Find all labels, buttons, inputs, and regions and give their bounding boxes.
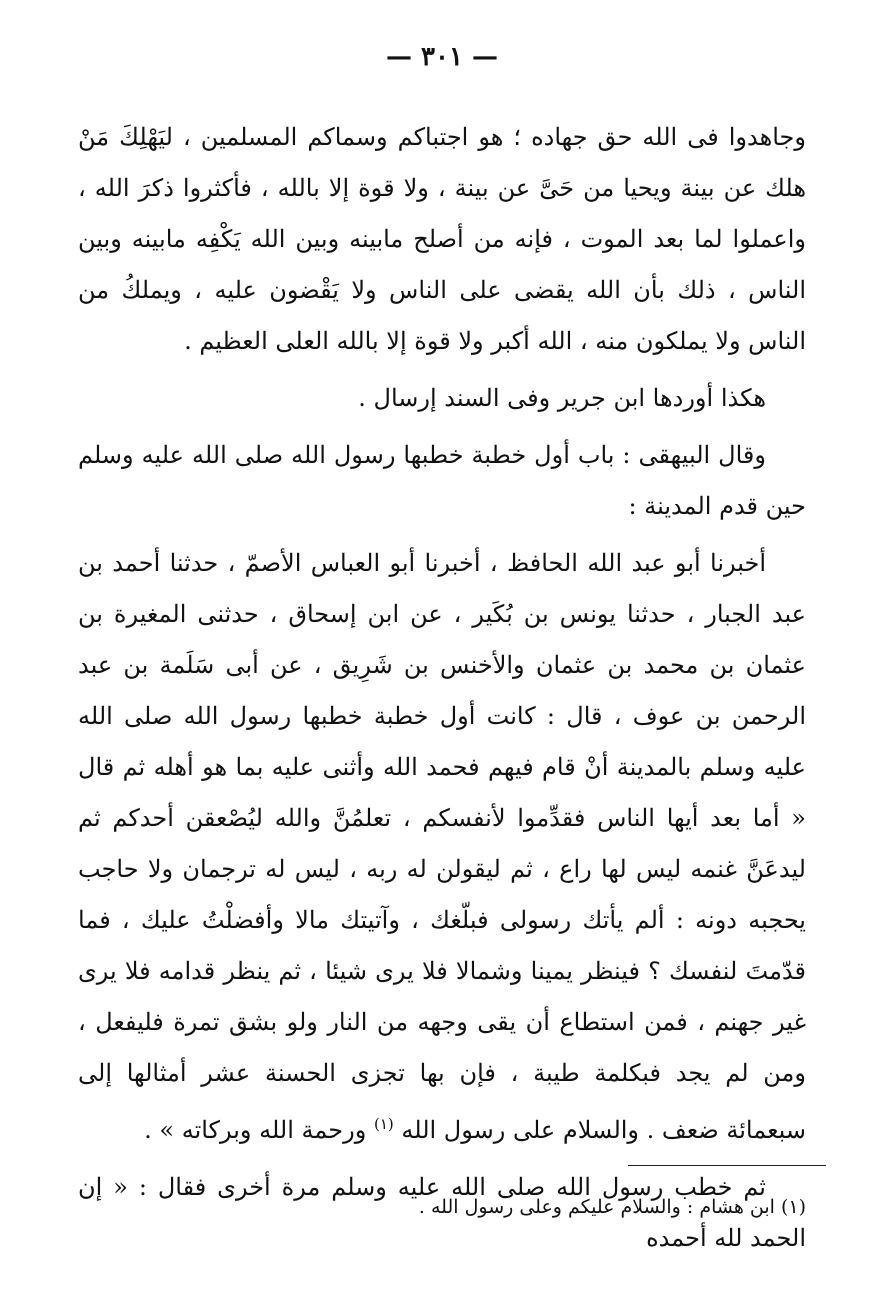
sermon-closing: ورحمة الله وبركاته » . bbox=[144, 1116, 367, 1144]
paragraph-isnad-and-sermon bbox=[78, 538, 806, 1156]
paragraph-sermon-continuation: وجاهدوا فى الله حق جهاده ؛ هو اجتباكم وسماكم المسلمين ، ليَهْلِكَ مَنْ هلك عن بينة ويحيا من حَىَّ عن بينة ، ولا قوة إلا بالله ، فأكثروا ذكرَ الله ، واعملوا لما بعد الموت ، فإنه من أصلح مابينه وبين الله يَكْفِه مابينه وبين الناس ، ذلك بأن الله يقضى على الناس ولا يَقْضون عليه ، ويملكُ من الناس ولا يملكون منه ، الله أكبر ولا قوة إلا بالله العلى العظيم . bbox=[78, 123, 807, 355]
footnote-marker: (١) bbox=[373, 1115, 394, 1133]
footnote: (١) ابن هشام : والسلام عليكم وعلى رسول الله . bbox=[418, 1196, 806, 1218]
footnote-divider bbox=[628, 1165, 826, 1166]
sermon-text: أخبرنا أبو عبد الله الحافظ ، أخبرنا أبو العباس الأصمّ ، حدثنا أحمد بن عبد الجبار ، حدثنا يونس بن بُكَير ، عن ابن إسحاق ، حدثنى المغيرة بن عثمان بن محمد بن عثمان والأخنس بن شَرِيق ، عن أبى سَلَمة بن عبد الرحمن بن عوف ، قال : كانت أول خطبة خطبها رسول الله صلى الله عليه وسلم بالمدينة أنْ قام فيهم فحمد الله وأثنى عليه بما هو أهله ثم قال « أما بعد أيها الناس فقدِّموا لأنفسكم ، تعلمُنَّ والله ليُصْعقن أحدكم ثم ليدعَنَّ غنمه ليس لها راع ، ثم ليقولن له ربه ، ليس له ترجمان ولا حاجب يحجبه دونه : ألم يأتك رسولى فبلّغك ، وآتيتك مالا وأفضلْتُ عليك ، فما قدّمتَ لنفسك ؟ فينظر يمينا وشمالا فلا يرى شيئا ، ثم ينظر قدامه فلا يرى غير جهنم ، فمن استطاع أن يقى وجهه من النار ولو بشق تمرة فليفعل ، ومن لم يجد فبكلمة طيبة ، فإن بها تجزى الحسنة عشر أمثالها إلى سبعمائة ضعف . والسلام على رسول الله bbox=[78, 549, 806, 1144]
page-number: — ٣٠١ — bbox=[385, 42, 499, 72]
body-text bbox=[78, 112, 806, 1264]
paragraph-bayhaqi-heading: وقال البيهقى : باب أول خطبة خطبها رسول الله صلى الله عليه وسلم حين قدم المدينة : bbox=[78, 441, 806, 520]
paragraph-ibn-jarir-note: هكذا أوردها ابن جرير وفى السند إرسال . bbox=[358, 384, 766, 412]
paragraph-second-sermon: ثم خطب رسول الله صلى الله عليه وسلم مرة أخرى فقال : « إن الحمد لله أحمده bbox=[78, 1173, 806, 1252]
